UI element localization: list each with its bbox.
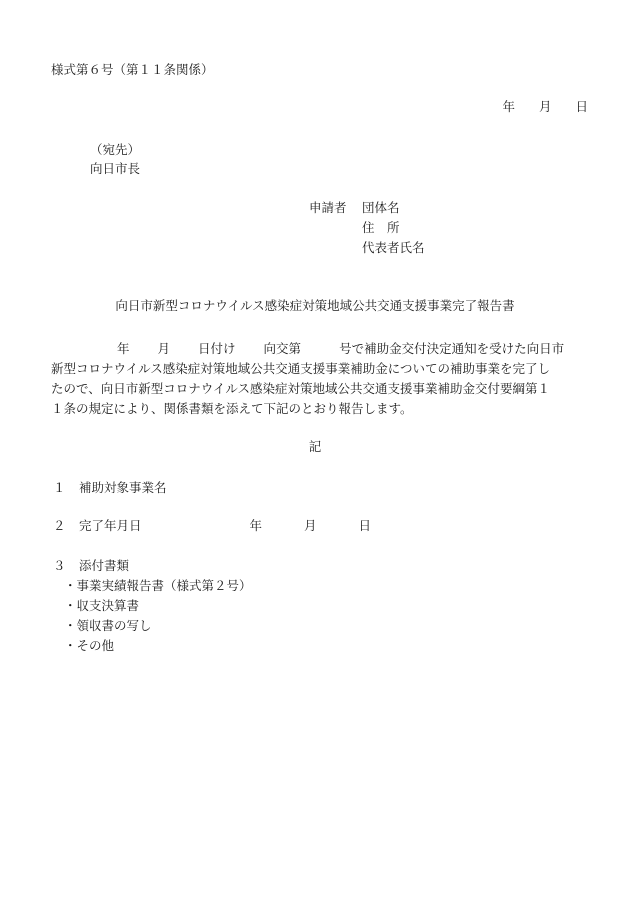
date-year: 年: [502, 99, 515, 114]
item-project-name: [53, 482, 167, 495]
item-label: 完了年月日: [79, 518, 142, 533]
completion-month: 月: [304, 518, 317, 533]
applicant-org-name-label: 団体名: [362, 200, 400, 215]
addressee-label: （宛先）: [90, 142, 141, 157]
body-line-4: １条の規定により、関係書類を添えて下記のとおり報告します。: [51, 401, 413, 416]
item-label: 添付書類: [79, 558, 130, 573]
body-line-1: [51, 339, 587, 359]
applicant-representative-label: 代表者氏名: [362, 240, 425, 255]
item-completion-date: [53, 520, 371, 533]
item-attachments: [53, 560, 129, 573]
attachment-item: ・収支決算書: [64, 598, 140, 613]
item-number: ３: [53, 558, 66, 573]
attachment-item: ・事業実績報告書（様式第２号）: [64, 578, 252, 593]
ki-heading: 記: [308, 439, 322, 454]
completion-day: 日: [358, 518, 372, 533]
document-title: 向日市新型コロナウイルス感染症対策地域公共交通支援事業完了報告書: [115, 298, 515, 313]
item-number: ２: [53, 518, 66, 533]
body-dated: 日付け: [198, 341, 236, 356]
date-month: 月: [538, 99, 552, 114]
form-number: 様式第６号（第１１条関係）: [51, 62, 214, 77]
attachment-item: ・領収書の写し: [64, 618, 152, 633]
applicant-fields: [362, 202, 425, 262]
applicant-label: 申請者: [309, 200, 347, 215]
attachment-list: [64, 580, 252, 660]
date-day: 日: [575, 99, 588, 114]
body-line-2: 新型コロナウイルス感染症対策地域公共交通支援事業補助金についての補助事業を完了し: [51, 361, 551, 376]
applicant-address-label: 住 所: [362, 220, 400, 235]
body-line-3: たので、向日市新型コロナウイルス感染症対策地域公共交通支援事業補助金交付要綱第１: [51, 381, 551, 396]
body-ref-prefix: 向交第: [263, 341, 302, 356]
item-label: 補助対象事業名: [79, 480, 167, 495]
completion-date-fields: [250, 520, 372, 533]
body-paragraph: [51, 339, 587, 419]
body-ref-suffix: 号で補助金交付決定通知を受けた向日市: [339, 341, 565, 356]
date-line: [502, 101, 588, 114]
attachment-item: ・その他: [64, 638, 115, 653]
addressee-name: 向日市長: [90, 161, 141, 176]
body-month: 月: [157, 341, 171, 356]
completion-year: 年: [249, 518, 263, 533]
item-number: １: [53, 480, 66, 495]
body-year: 年: [117, 341, 130, 356]
